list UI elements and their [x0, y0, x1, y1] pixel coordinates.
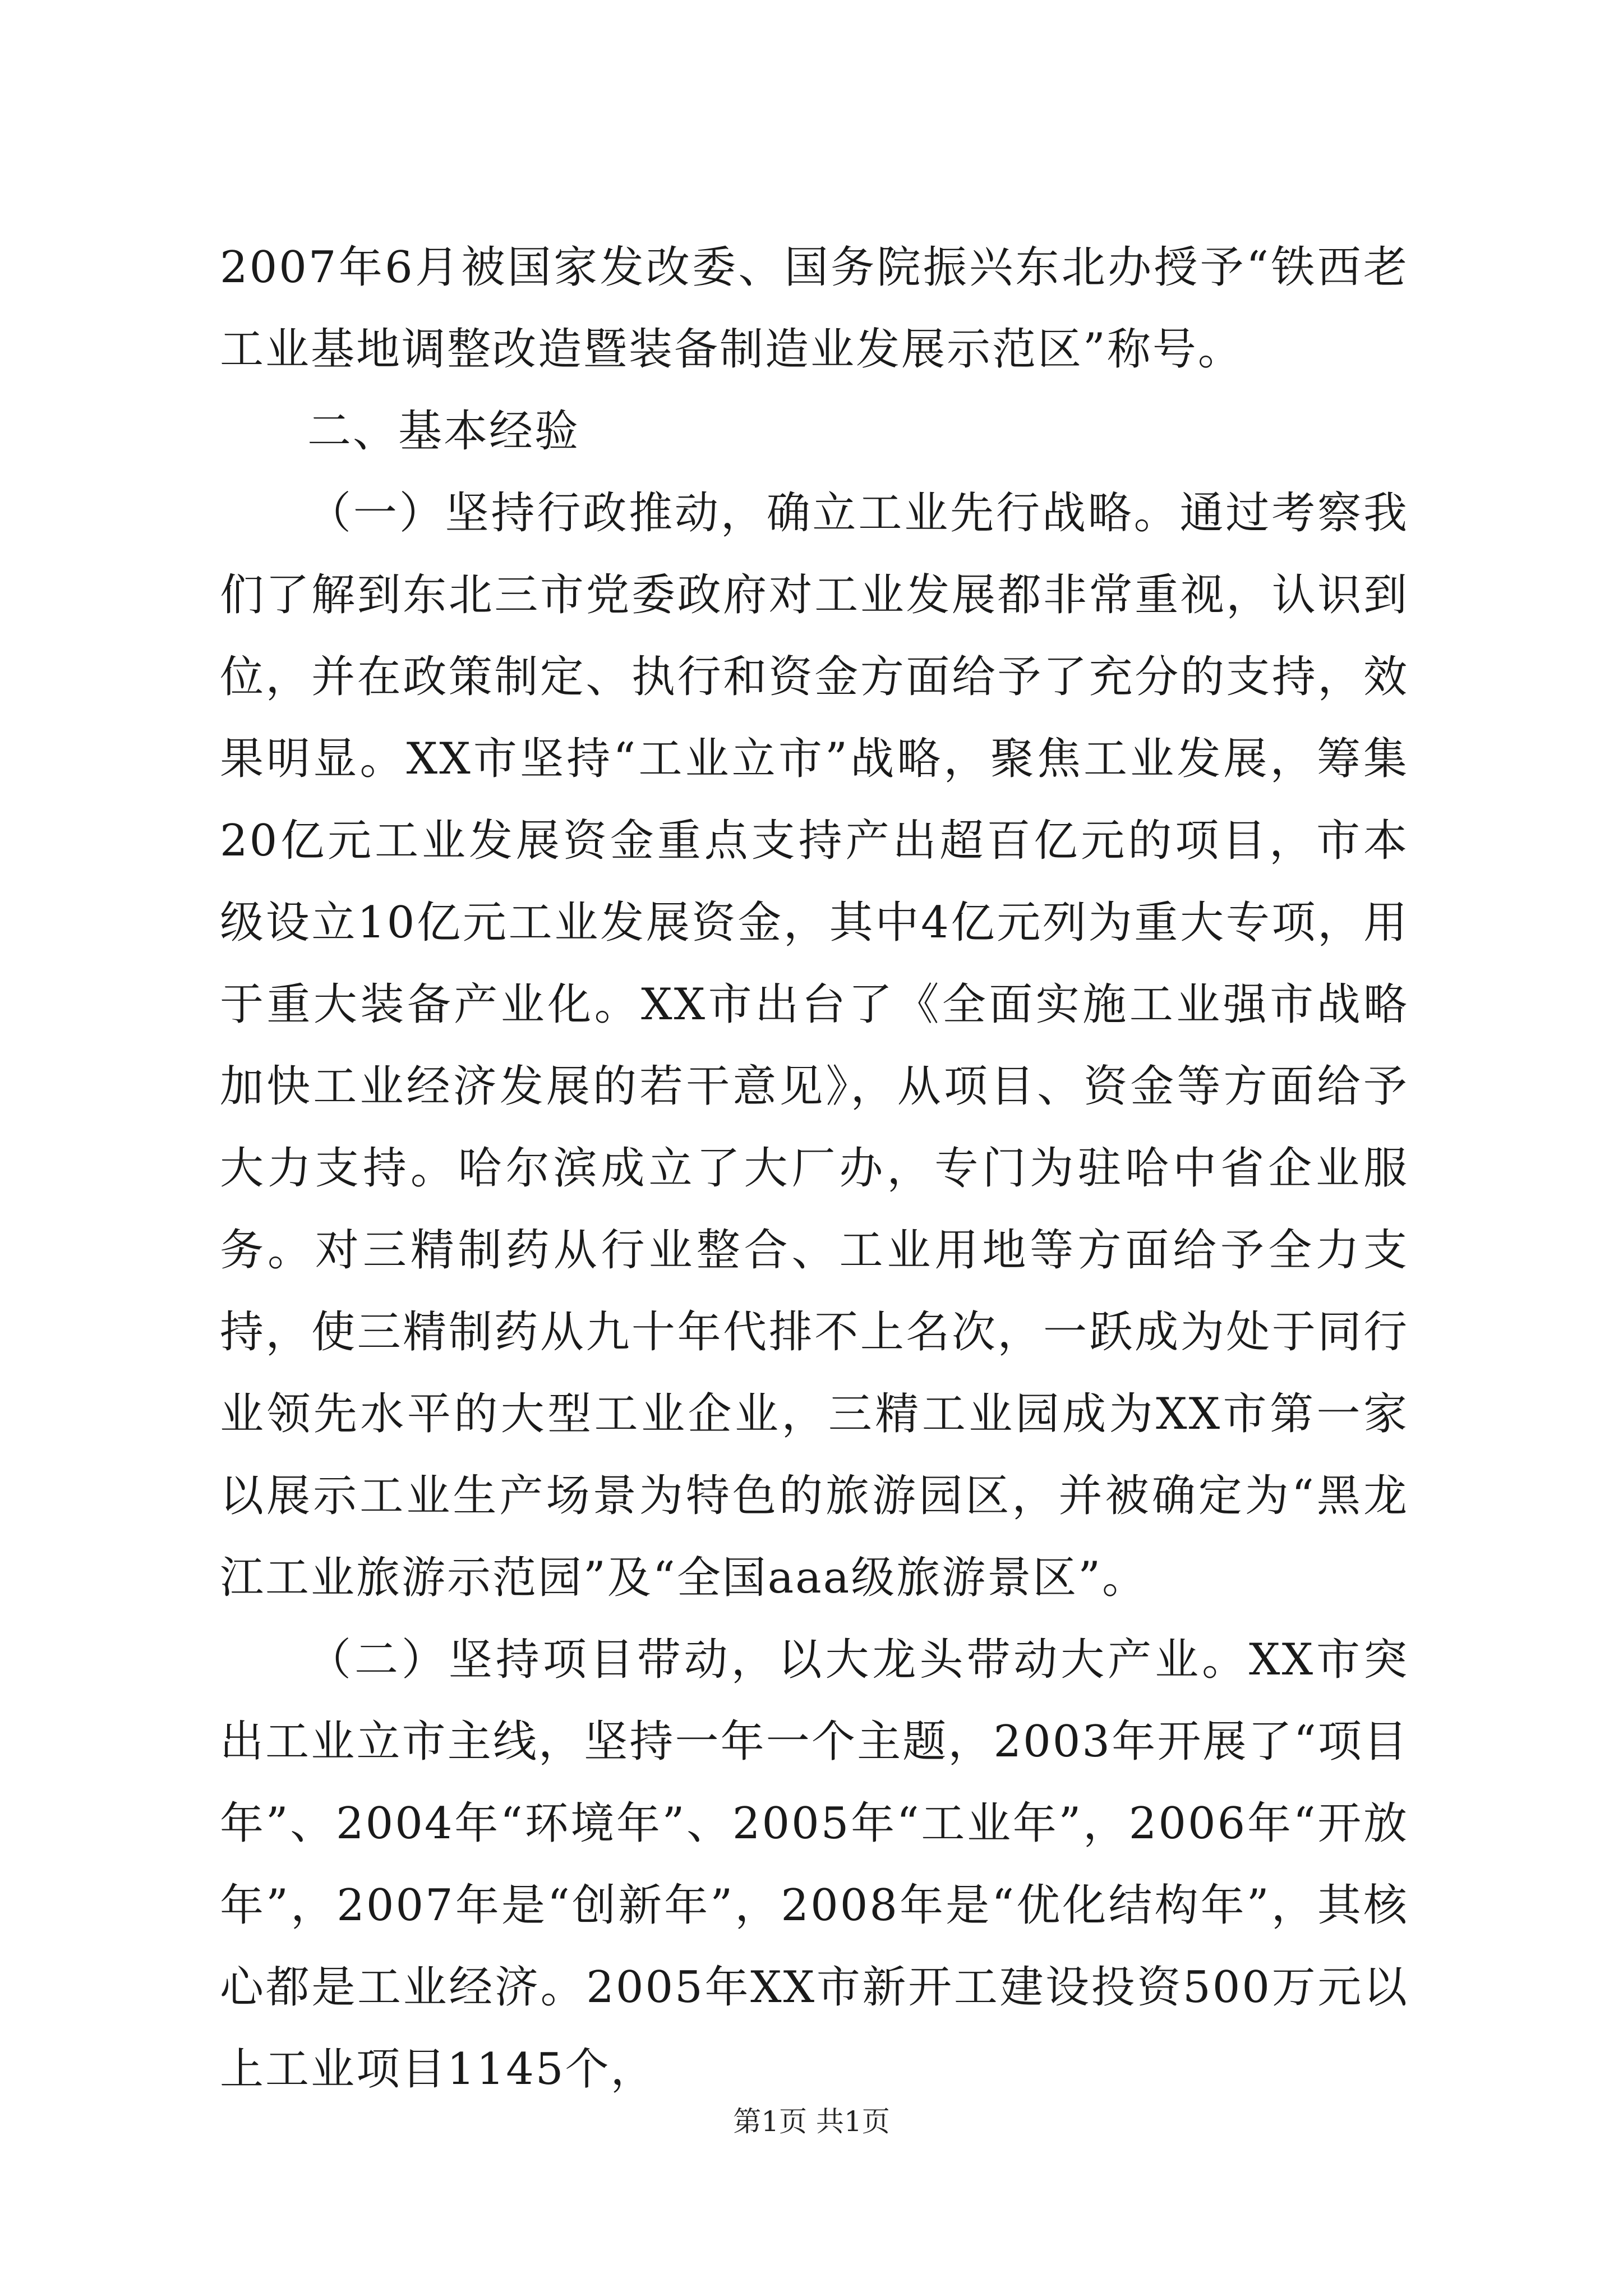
section-heading: 二、基本经验 [307, 406, 580, 457]
paragraph-experience-1: （一）坚持行政推动，确立工业先行战略。通过考察我们了解到东北三市党委政府对工业发展都非常重视，认识到位，并在政策制定、执行和资金方面给予了充分的支持，效果明显。XX市坚持“工业立市”战略，聚焦工业发展，筹集20亿元工业发展资金重点支持产出超百亿元的项目，市本级设立10亿元工业发展资金，其中4亿元列为重大专项，用于重大装备产业化。XX市出台了《全面实施工业强市战略加快工业经济发展的若干意见》，从项目、资金等方面给予大力支持。哈尔滨成立了大厂办，专门为驻哈中省企业服务。对三精制药从行业整合、工业用地等方面给予全力支持，使三精制药从九十年代排不上名次，一跃成为处于同行业领先水平的大型工业企业，三精工业园成为XX市第一家以展示工业生产场景为特色的旅游园区，并被确定为“黑龙江工业旅游示范园”及“全国aaa级旅游景区”。 [220, 488, 1409, 1603]
paragraph-experience-2: （二）坚持项目带动，以大龙头带动大产业。XX市突出工业立市主线，坚持一年一个主题，2003年开展了“项目年”、2004年“环境年”、2005年“工业年”，2006年“开放年”，2007年是“创新年”，2008年是“优化结构年”，其核心都是工业经济。2005年XX市新开工建设投资500万元以上工业项目1145个， [220, 1635, 1409, 2095]
page-footer: 第1页 共1页 [733, 2105, 890, 2138]
paragraph-continuation: 2007年6月被国家发改委、国务院振兴东北办授予“铁西老工业基地调整改造暨装备制造业发展示范区”称号。 [220, 242, 1409, 375]
document-body [220, 227, 1409, 2110]
